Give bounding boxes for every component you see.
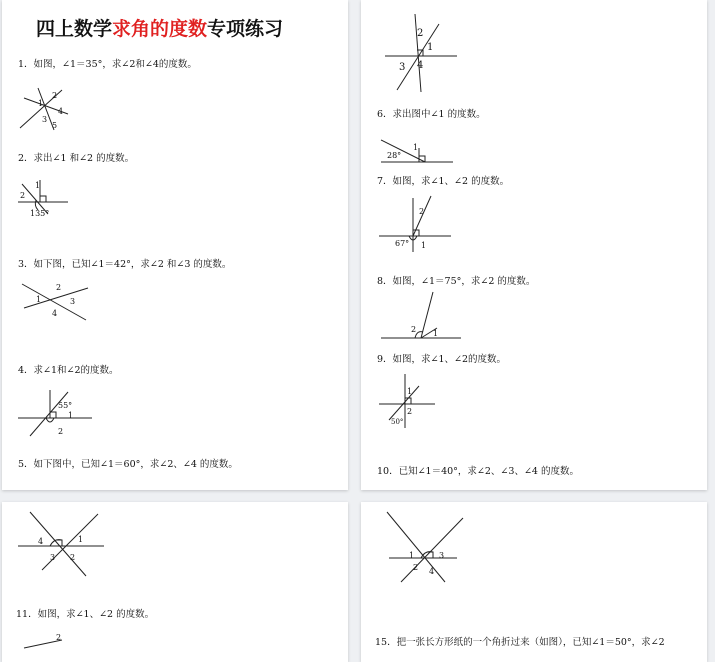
question-1: 1．如图，∠1＝35°，求∠2和∠4的度数。 — [18, 59, 197, 70]
figure-8-label-2: 2 — [411, 325, 417, 334]
figure-6-label-28: 28° — [387, 151, 402, 160]
figure-2-label-1: 1 — [35, 181, 41, 190]
figure-top-label-4: 4 — [417, 60, 424, 71]
figure-12-label-2: 2 — [413, 563, 419, 572]
worksheet-page-1 — [2, 0, 348, 490]
title-part-2-highlight: 求角的度数 — [112, 18, 208, 40]
figure-1-label-4: 1 — [38, 99, 44, 108]
question-6: 6．求出图中∠1 的度数。 — [377, 109, 486, 120]
figure-9-label-2: 2 — [407, 407, 413, 416]
figure-4 — [16, 384, 96, 444]
figure-7 — [377, 194, 457, 254]
figure-11-label-2: 2 — [56, 633, 62, 642]
figure-12-label-4: 4 — [429, 567, 435, 576]
figure-top-label-2: 2 — [417, 28, 424, 39]
figure-6 — [377, 130, 457, 170]
title-part-3: 专项练习 — [207, 18, 284, 40]
figure-7-label-1: 1 — [421, 241, 427, 250]
figure-1 — [16, 84, 76, 134]
question-10: 10．已知∠1＝40°，求∠2、∠3、∠4 的度数。 — [377, 466, 579, 477]
figure-1-label-5: 4 — [58, 107, 64, 116]
figure-3-label-2: 2 — [56, 283, 62, 292]
figure-3-label-1: 1 — [36, 295, 42, 304]
figure-1-label-2: 3 — [42, 115, 48, 124]
figure-10-label-4: 4 — [38, 537, 44, 546]
figure-10-label-1: 1 — [78, 535, 84, 544]
figure-4-label-2: 2 — [58, 427, 64, 436]
figure-9-label-50: 50° — [391, 418, 404, 426]
figure-1-label-1: 5 — [52, 121, 58, 130]
figure-1-label-3: 2 — [52, 91, 58, 100]
figure-6-label-1: 1 — [413, 143, 419, 152]
worksheet-page-3 — [2, 502, 348, 662]
figure-2-label-2: 2 — [20, 191, 26, 200]
figure-7-label-67: 67° — [395, 239, 410, 248]
figure-3-label-4: 4 — [52, 309, 58, 318]
figure-10 — [16, 508, 106, 580]
figure-12-label-1: 1 — [409, 551, 415, 560]
figure-5b — [377, 10, 461, 94]
question-11: 11．如图，求∠1、∠2 的度数。 — [16, 609, 155, 620]
figure-9 — [377, 370, 447, 430]
worksheet-title — [36, 14, 283, 41]
question-5: 5．如下图中，已知∠1＝60°，求∠2、∠4 的度数。 — [18, 459, 238, 470]
figure-8 — [377, 290, 467, 344]
figure-11 — [22, 630, 82, 650]
figure-4-label-55: 55° — [58, 401, 73, 410]
worksheet-page-4 — [361, 502, 707, 662]
figure-2 — [16, 176, 76, 222]
question-15: 15．把一张长方形纸的一个角折过来（如图），已知∠1＝50°，求∠2 — [375, 637, 665, 648]
figure-3-label-3: 3 — [70, 297, 76, 306]
figure-2-label-135: 135° — [30, 209, 50, 218]
figure-12 — [383, 508, 473, 588]
figure-12-label-3: 3 — [439, 551, 445, 560]
figure-4-label-1: 1 — [68, 411, 74, 420]
question-2: 2．求出∠1 和∠2 的度数。 — [18, 153, 135, 164]
question-4: 4．求∠1和∠2的度数。 — [18, 365, 119, 376]
figure-top-label-3: 3 — [399, 62, 406, 73]
figure-9-label-1: 1 — [407, 387, 413, 396]
question-8: 8．如图，∠1＝75°，求∠2 的度数。 — [377, 276, 536, 287]
figure-8-label-1: 1 — [433, 329, 439, 338]
figure-10-label-2: 2 — [70, 553, 76, 562]
figure-top-label-1: 1 — [427, 42, 434, 53]
title-part-1: 四上数学 — [36, 18, 113, 40]
question-7: 7．如图，求∠1、∠2 的度数。 — [377, 176, 510, 187]
figure-3 — [20, 278, 92, 324]
figure-10-label-3: 3 — [50, 553, 56, 562]
figure-7-label-2: 2 — [419, 207, 425, 216]
question-3: 3．如下图，已知∠1＝42°，求∠2 和∠3 的度数。 — [18, 259, 232, 270]
worksheet-page-2 — [361, 0, 707, 490]
question-9: 9．如图，求∠1、∠2的度数。 — [377, 354, 507, 365]
